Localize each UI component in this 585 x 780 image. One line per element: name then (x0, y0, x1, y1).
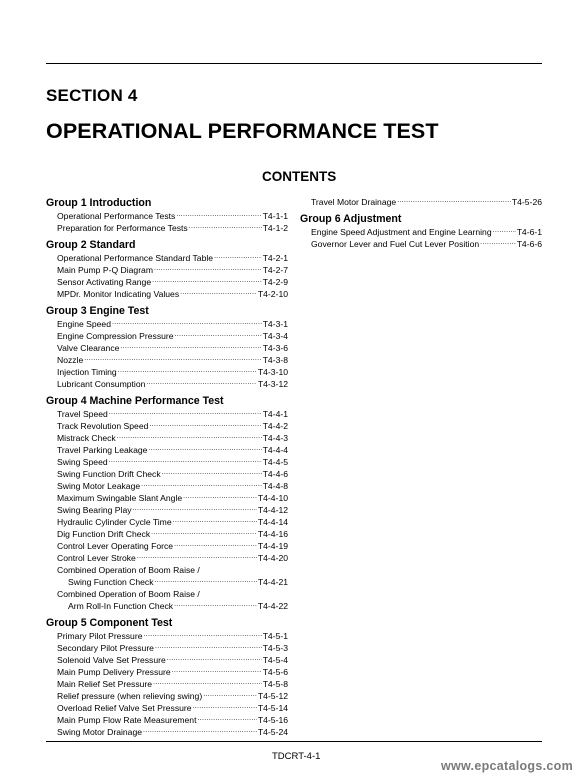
dot-leader (109, 456, 262, 468)
bottom-rule (46, 741, 542, 742)
toc-entry-label: Relief pressure (when relieving swing) (57, 691, 203, 701)
toc-entry-page: T4-4-5 (262, 457, 288, 467)
toc-entry-label: Operational Performance Tests (57, 211, 176, 221)
toc-entry-page: T4-2-1 (262, 253, 288, 263)
toc-entry[interactable] (300, 238, 542, 250)
toc-group (300, 212, 542, 250)
page-title: OPERATIONAL PERFORMANCE TEST (46, 119, 439, 143)
toc-entry[interactable] (46, 444, 288, 456)
dot-leader (183, 492, 257, 504)
toc-entry-label: Swing Speed (57, 457, 108, 467)
toc-entry-label: Control Lever Stroke (57, 553, 136, 563)
toc-entry[interactable] (46, 432, 288, 444)
toc-entry[interactable] (46, 690, 288, 702)
toc-entry-label: MPDr. Monitor Indicating Values (57, 289, 180, 299)
toc-entry[interactable] (46, 654, 288, 666)
toc-entry-label: Nozzle (57, 355, 84, 365)
toc-entry-label: Control Lever Operating Force (57, 541, 174, 551)
toc-entry-page: T4-4-16 (257, 529, 288, 539)
toc-entry[interactable] (46, 726, 288, 738)
dot-leader (214, 252, 262, 264)
dot-leader (180, 288, 257, 300)
toc-entry-label: Combined Operation of Boom Raise / (57, 589, 200, 599)
toc-entry[interactable] (46, 492, 288, 504)
toc-entry[interactable] (46, 456, 288, 468)
dot-leader (141, 480, 262, 492)
toc-entry-page: T4-4-4 (262, 445, 288, 455)
toc-entry-page: T4-3-12 (257, 379, 288, 389)
dot-leader (143, 726, 257, 738)
dot-leader (493, 226, 516, 238)
toc-entry-label: Main Pump Delivery Pressure (57, 667, 171, 677)
toc-entry-label: Primary Pilot Pressure (57, 631, 143, 641)
toc-entry-label: Governor Lever and Fuel Cut Lever Position (311, 239, 480, 249)
dot-leader (153, 678, 262, 690)
dot-leader (133, 504, 257, 516)
toc-entry-label: Swing Bearing Play (57, 505, 132, 515)
toc-entry-page: T4-4-22 (257, 601, 288, 611)
toc-entry-label: Swing Function Check (68, 577, 154, 587)
dot-leader (189, 222, 262, 234)
toc-entry-page: T4-4-12 (257, 505, 288, 515)
page-code: TDCRT-4-1 (272, 751, 321, 762)
toc-entry-label: Hydraulic Cylinder Cycle Time (57, 517, 172, 527)
toc-entry[interactable] (46, 600, 288, 612)
toc-entry-page: T4-6-6 (516, 239, 542, 249)
dot-leader (167, 654, 262, 666)
dot-leader (155, 576, 257, 588)
toc-entry[interactable] (46, 576, 288, 588)
toc-entry-label: Engine Speed Adjustment and Engine Learning (311, 227, 492, 237)
dot-leader (174, 540, 257, 552)
toc-entry[interactable] (46, 642, 288, 654)
toc-entry-page: T4-4-21 (257, 577, 288, 587)
toc-entry[interactable] (46, 630, 288, 642)
toc-entry[interactable] (46, 222, 288, 234)
toc-entry-page: T4-4-1 (262, 409, 288, 419)
section-label: SECTION 4 (46, 86, 138, 105)
toc-entry-page: T4-3-6 (262, 343, 288, 353)
toc-entry[interactable] (46, 588, 288, 600)
toc-entry[interactable] (46, 540, 288, 552)
dot-leader (109, 408, 262, 420)
toc-entry-page: T4-3-10 (257, 367, 288, 377)
toc-entry-label: Combined Operation of Boom Raise / (57, 565, 200, 575)
toc-entry[interactable] (46, 468, 288, 480)
dot-leader (120, 342, 261, 354)
toc-entry-label: Injection Timing (57, 367, 117, 377)
toc-entry-page: T4-3-1 (262, 319, 288, 329)
dot-leader (172, 666, 262, 678)
toc-entry-page: T4-2-7 (262, 265, 288, 275)
dot-leader (149, 420, 261, 432)
toc-entry-page: T4-5-24 (257, 727, 288, 737)
toc-entry[interactable] (46, 564, 288, 576)
toc-entry[interactable] (46, 408, 288, 420)
dot-leader (480, 238, 516, 250)
toc-entry-page: T4-4-8 (262, 481, 288, 491)
toc-entry[interactable] (46, 366, 288, 378)
toc-entry-label: Preparation for Performance Tests (57, 223, 188, 233)
group-title: Group 3 Engine Test (46, 305, 149, 317)
dot-leader (175, 330, 262, 342)
toc-entry[interactable] (46, 342, 288, 354)
toc-entry-page: T4-4-2 (262, 421, 288, 431)
toc-entry-page: T4-5-8 (262, 679, 288, 689)
toc-entry[interactable] (46, 210, 288, 222)
toc-entry-page: T4-5-12 (257, 691, 288, 701)
dot-leader (152, 276, 262, 288)
toc-entry[interactable] (46, 504, 288, 516)
group-title: Group 6 Adjustment (300, 213, 402, 225)
toc-group (46, 394, 288, 612)
toc-entry-label: Travel Parking Leakage (57, 445, 148, 455)
toc-entry-page: T4-5-16 (257, 715, 288, 725)
toc-entry-label: Swing Motor Drainage (57, 727, 143, 737)
group-title: Group 4 Machine Performance Test (46, 395, 224, 407)
toc-entry-label: Swing Motor Leakage (57, 481, 141, 491)
toc-group (46, 304, 288, 390)
toc-entry-label: Maximum Swingable Slant Angle (57, 493, 183, 503)
toc-entry-label: Operational Performance Standard Table (57, 253, 214, 263)
dot-leader (197, 714, 256, 726)
toc-entry[interactable] (46, 666, 288, 678)
toc-entry[interactable] (46, 354, 288, 366)
toc-entry-page: T4-5-3 (262, 643, 288, 653)
group-title: Group 5 Component Test (46, 617, 173, 629)
toc-entry-page: T4-3-4 (262, 331, 288, 341)
toc-entry[interactable] (46, 420, 288, 432)
toc-entry-page: T4-5-6 (262, 667, 288, 677)
group-title: Group 1 Introduction (46, 197, 152, 209)
dot-leader (151, 528, 257, 540)
toc-entry[interactable] (46, 714, 288, 726)
toc-entry-label: Sensor Activating Range (57, 277, 152, 287)
toc-entry-page: T4-5-1 (262, 631, 288, 641)
toc-entry-label: Track Revolution Speed (57, 421, 149, 431)
dot-leader (148, 444, 261, 456)
group-title: Group 2 Standard (46, 239, 136, 251)
dot-leader (203, 690, 257, 702)
toc-entry-label: Valve Clearance (57, 343, 120, 353)
toc-entry[interactable] (46, 330, 288, 342)
dot-leader (397, 196, 511, 208)
toc-entry-label: Dig Function Drift Check (57, 529, 151, 539)
toc-entry-label: Arm Roll-In Function Check (68, 601, 174, 611)
toc-entry[interactable] (300, 226, 542, 238)
dot-leader (193, 702, 257, 714)
toc-entry[interactable] (46, 252, 288, 264)
dot-leader (84, 354, 261, 366)
toc-entry[interactable] (46, 480, 288, 492)
toc-entry[interactable] (300, 196, 542, 208)
dot-leader (112, 318, 262, 330)
toc-entry-page: T4-1-1 (262, 211, 288, 221)
toc-entry-label: Mistrack Check (57, 433, 116, 443)
contents-heading-text: CONTENTS (262, 169, 337, 184)
dot-leader (155, 642, 262, 654)
toc-entry-page: T4-2-9 (262, 277, 288, 287)
toc-group (46, 616, 288, 738)
toc-entry-label: Main Relief Set Pressure (57, 679, 153, 689)
dot-leader (162, 468, 262, 480)
toc-entry-label: Main Pump Flow Rate Measurement (57, 715, 197, 725)
toc-entry-page: T4-4-14 (257, 517, 288, 527)
toc-entry-page: T4-5-26 (511, 197, 542, 207)
toc-entry[interactable] (46, 276, 288, 288)
toc-entry-page: T4-4-3 (262, 433, 288, 443)
toc-entry-page: T4-3-8 (262, 355, 288, 365)
toc-entry[interactable] (46, 678, 288, 690)
toc-entry-label: Travel Speed (57, 409, 108, 419)
toc-entry-page: T4-6-1 (516, 227, 542, 237)
toc-entry-label: Lubricant Consumption (57, 379, 146, 389)
toc-entry[interactable] (46, 702, 288, 714)
toc-entry-label: Engine Speed (57, 319, 111, 329)
toc-entry-page: T4-5-4 (262, 655, 288, 665)
dot-leader (146, 378, 257, 390)
toc-entry[interactable] (46, 288, 288, 300)
toc-entry-page: T4-4-10 (257, 493, 288, 503)
toc-entry-label: Secondary Pilot Pressure (57, 643, 154, 653)
toc-entry[interactable] (46, 264, 288, 276)
toc-entry-label: Travel Motor Drainage (311, 197, 397, 207)
dot-leader (174, 600, 257, 612)
toc-entry-label: Swing Function Drift Check (57, 469, 161, 479)
toc-entry[interactable] (46, 318, 288, 330)
dot-leader (143, 630, 261, 642)
toc-entry[interactable] (46, 552, 288, 564)
toc-right-column (300, 196, 542, 250)
dot-leader (154, 264, 262, 276)
top-rule (46, 63, 542, 64)
watermark: www.epcatalogs.com (440, 759, 573, 773)
dot-leader (137, 552, 257, 564)
toc-entry[interactable] (46, 378, 288, 390)
toc-entry-page: T4-1-2 (262, 223, 288, 233)
toc-entry[interactable] (46, 516, 288, 528)
dot-leader (118, 366, 257, 378)
toc-entry-label: Solenoid Valve Set Pressure (57, 655, 166, 665)
toc-entry-page: T4-2-10 (257, 289, 288, 299)
toc-group (46, 196, 288, 234)
toc-left-column (46, 196, 288, 738)
toc-entry-label: Main Pump P-Q Diagram (57, 265, 153, 275)
toc-entry-label: Engine Compression Pressure (57, 331, 174, 341)
dot-leader (176, 210, 261, 222)
toc-entry-page: T4-4-20 (257, 553, 288, 563)
dot-leader (173, 516, 257, 528)
toc-group (300, 196, 542, 208)
toc-entry-label: Overload Relief Valve Set Pressure (57, 703, 192, 713)
toc-entry-page: T4-4-19 (257, 541, 288, 551)
toc-group (46, 238, 288, 300)
toc-entry[interactable] (46, 528, 288, 540)
toc-entry-page: T4-4-6 (262, 469, 288, 479)
dot-leader (117, 432, 262, 444)
toc-entry-page: T4-5-14 (257, 703, 288, 713)
